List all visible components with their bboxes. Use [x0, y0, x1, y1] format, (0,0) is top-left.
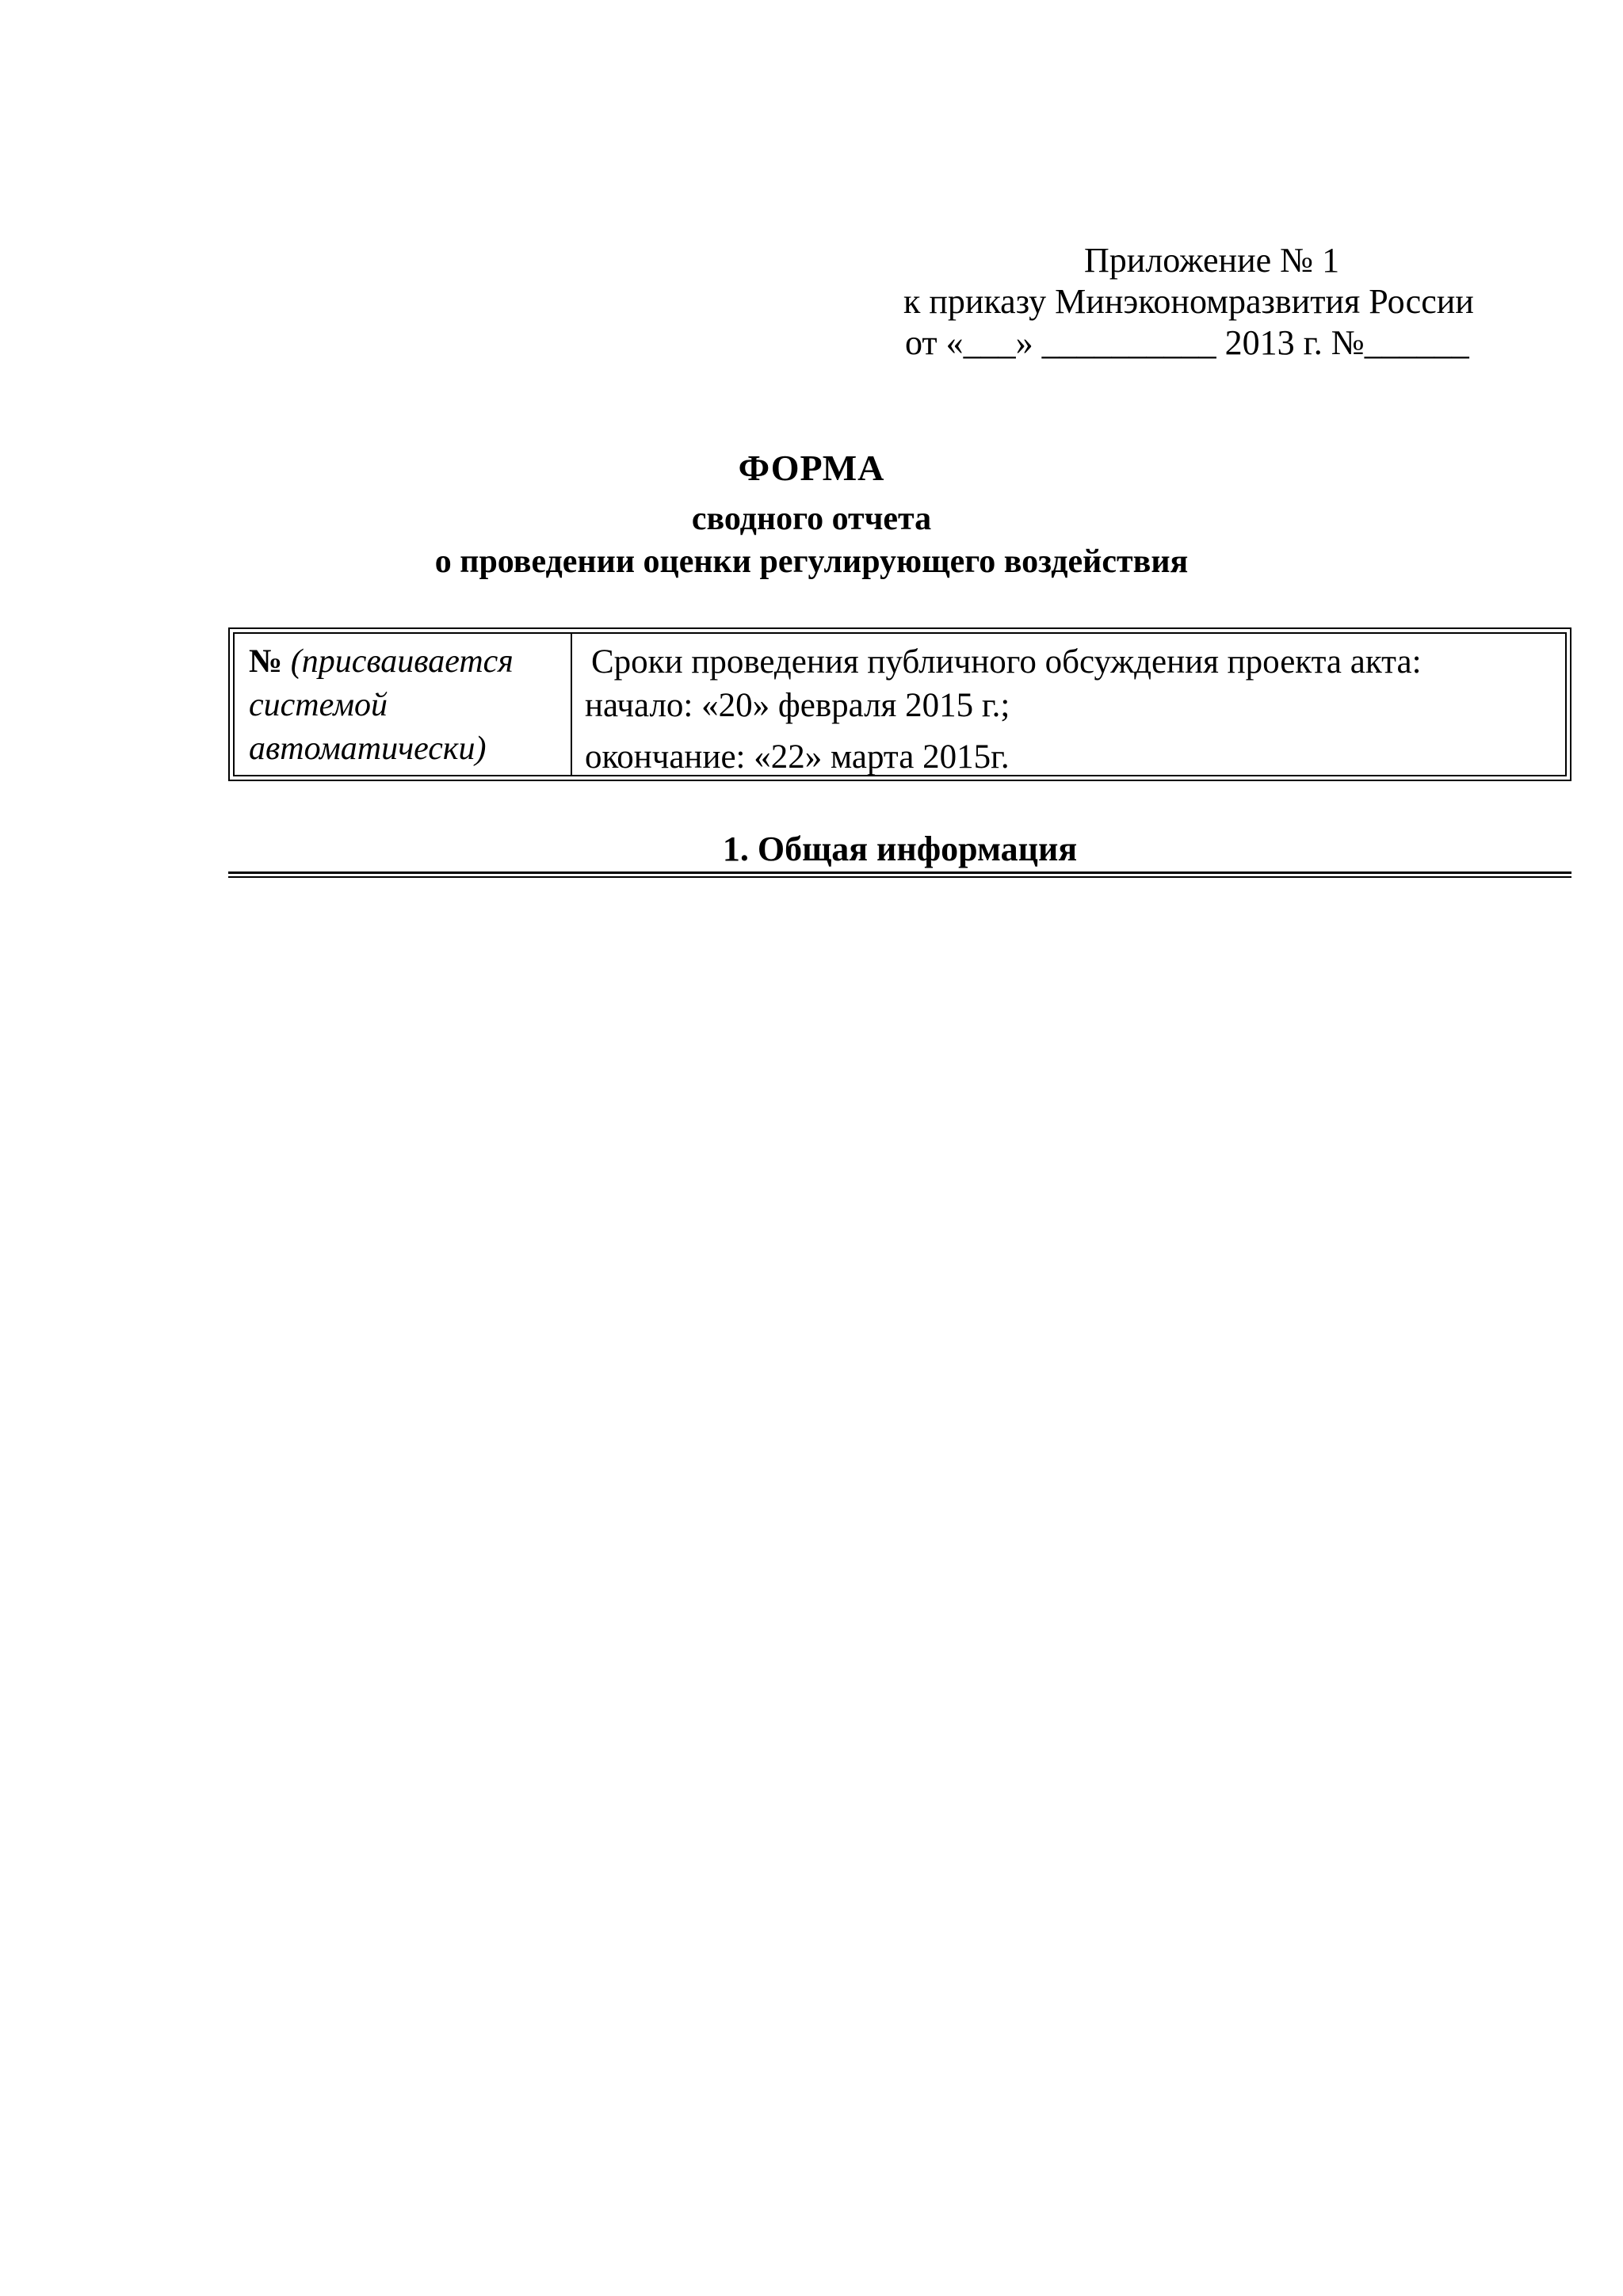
number-sign: № — [249, 643, 283, 680]
section-heading-general-info: 1. Общая информация — [722, 830, 1078, 868]
form-subtitle-line2: о проведении оценки регулирующего воздействия — [434, 543, 1189, 580]
report-number-cell — [235, 634, 572, 775]
section-divider — [228, 871, 1571, 878]
discussion-period-cell — [572, 634, 1565, 775]
annex-title: Приложение № 1 — [1084, 241, 1340, 280]
form-subtitle-line1: сводного отчета — [691, 501, 932, 537]
form-subtitle — [0, 498, 1623, 583]
annex-header — [903, 240, 1537, 364]
form-title: ФОРМА — [738, 448, 885, 488]
annex-order-date: от «___» __________ 2013 г. №______ — [905, 323, 1469, 362]
discussion-start-date: начало: «20» февраля 2015 г.; — [585, 687, 1010, 724]
number-note: (присваивается системой автоматически) — [249, 643, 514, 767]
report-id-table — [228, 627, 1571, 781]
discussion-end-date: окончание: «22» марта 2015г. — [585, 738, 1010, 776]
discussion-period-label: Сроки проведения публичного обсуждения проекта акта: — [591, 643, 1422, 681]
annex-order-reference: к приказу Минэкономразвития России — [903, 282, 1474, 321]
report-id-table-inner — [233, 632, 1567, 776]
